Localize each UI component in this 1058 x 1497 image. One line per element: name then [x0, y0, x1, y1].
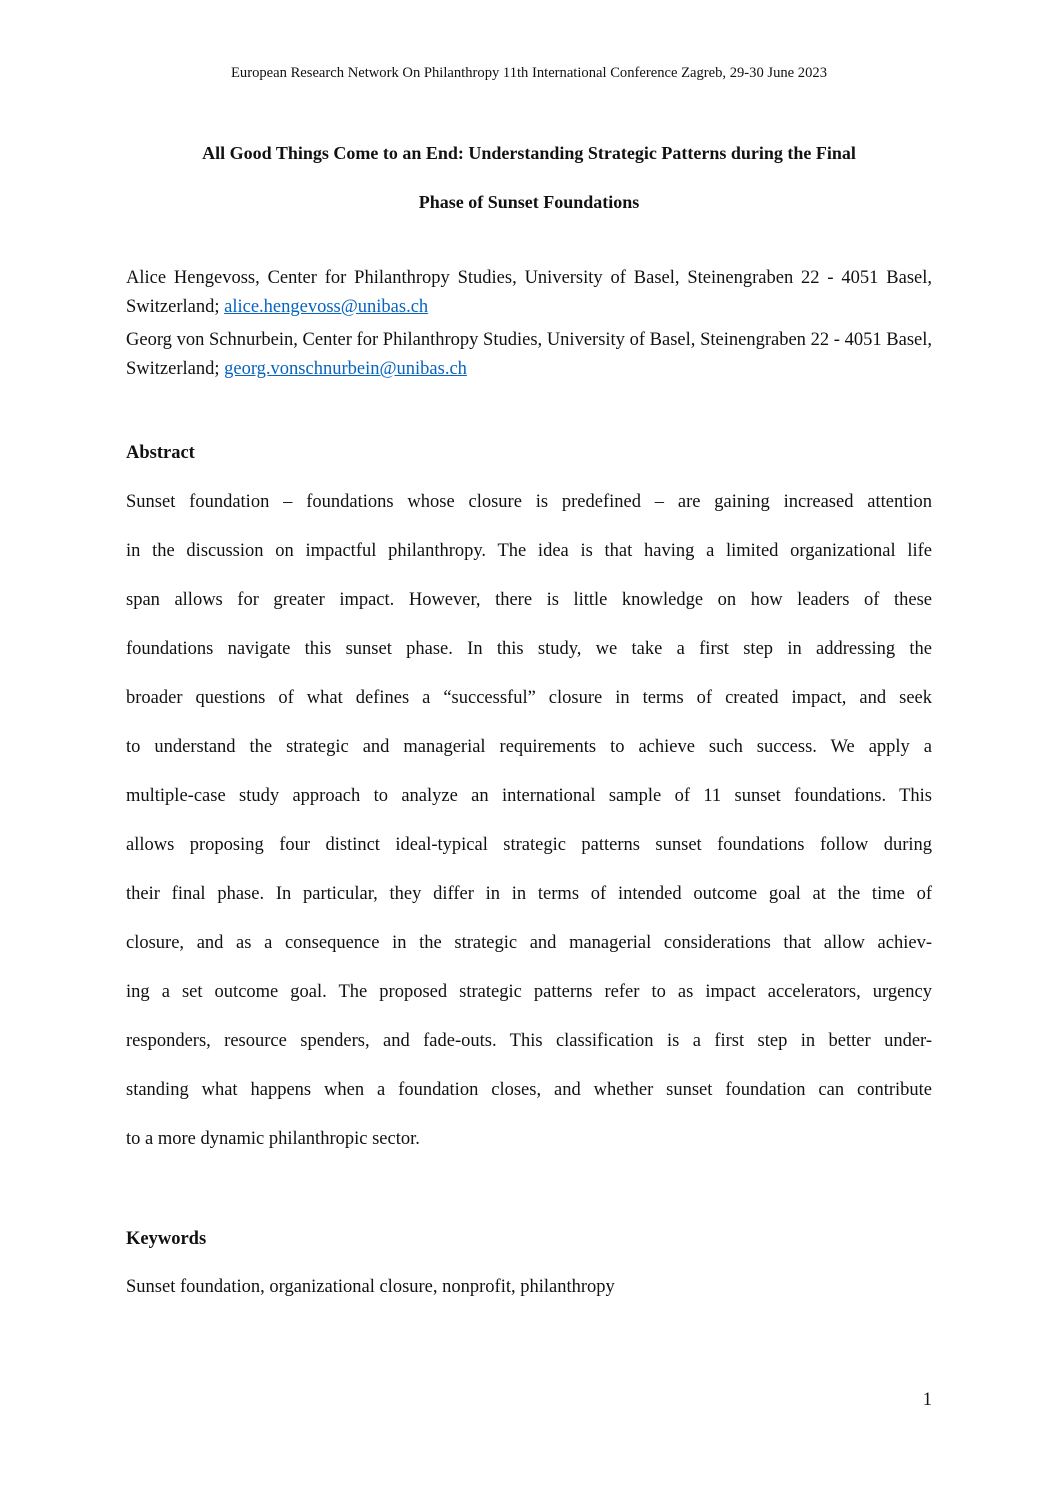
author-1-email-link[interactable]: alice.hengevoss@unibas.ch	[224, 297, 429, 317]
abstract-line: closure, and as a consequence in the strategic and managerial considerations that allow achiev-	[126, 933, 932, 953]
abstract-line: to understand the strategic and managerial requirements to achieve such success. We apply a	[126, 737, 932, 757]
abstract-body	[126, 478, 932, 1164]
abstract-line: in the discussion on impactful philanthropy. The idea is that having a limited organizational life	[126, 541, 932, 561]
keywords-heading: Keywords	[126, 1229, 207, 1249]
running-header: European Research Network On Philanthropy 11th International Conference Zagreb, 29-30 June 2023	[231, 65, 827, 81]
abstract-line: Sunset foundation – foundations whose closure is predefined – are gaining increased attention	[126, 492, 932, 512]
abstract-line: foundations navigate this sunset phase. In this study, we take a first step in addressing the	[126, 639, 932, 659]
abstract-line: their final phase. In particular, they differ in in terms of intended outcome goal at the time of	[126, 884, 932, 904]
paper-title	[126, 129, 932, 227]
abstract-line: responders, resource spenders, and fade-outs. This classification is a first step in better under-	[126, 1031, 932, 1051]
abstract-line: allows proposing four distinct ideal-typical strategic patterns sunset foundations follow during	[126, 835, 932, 855]
author-2-text: Georg von Schnurbein, Center for Philanthropy Studies, University of Basel, Steinengraben 22 - 4051 Basel, Switzerland;	[126, 330, 932, 379]
abstract-line: span allows for greater impact. However, there is little knowledge on how leaders of these	[126, 590, 932, 610]
abstract-line: multiple-case study approach to analyze an international sample of 11 sunset foundations. This	[126, 786, 932, 806]
abstract-line-last: to a more dynamic philanthropic sector.	[126, 1129, 420, 1149]
keywords-list: Sunset foundation, organizational closure, nonprofit, philanthropy	[126, 1277, 615, 1297]
page-number: 1	[922, 1390, 932, 1410]
abstract-line: standing what happens when a foundation closes, and whether sunset foundation can contribute	[126, 1080, 932, 1100]
author-1-affiliation	[126, 264, 932, 322]
abstract-heading: Abstract	[126, 443, 195, 463]
author-2-affiliation	[126, 326, 932, 384]
author-1-text: Alice Hengevoss, Center for Philanthropy Studies, University of Basel, Steinengraben 22 - 4051 Basel, Switzerland;	[126, 268, 932, 317]
paper-title-line-1: All Good Things Come to an End: Understanding Strategic Patterns during the Final	[202, 143, 856, 163]
paper-title-line-2: Phase of Sunset Foundations	[418, 192, 640, 212]
abstract-line: broader questions of what defines a “successful” closure in terms of created impact, and seek	[126, 688, 932, 708]
author-2-email-link[interactable]: georg.vonschnurbein@unibas.ch	[224, 359, 467, 379]
abstract-line: ing a set outcome goal. The proposed strategic patterns refer to as impact accelerators, urgency	[126, 982, 932, 1002]
